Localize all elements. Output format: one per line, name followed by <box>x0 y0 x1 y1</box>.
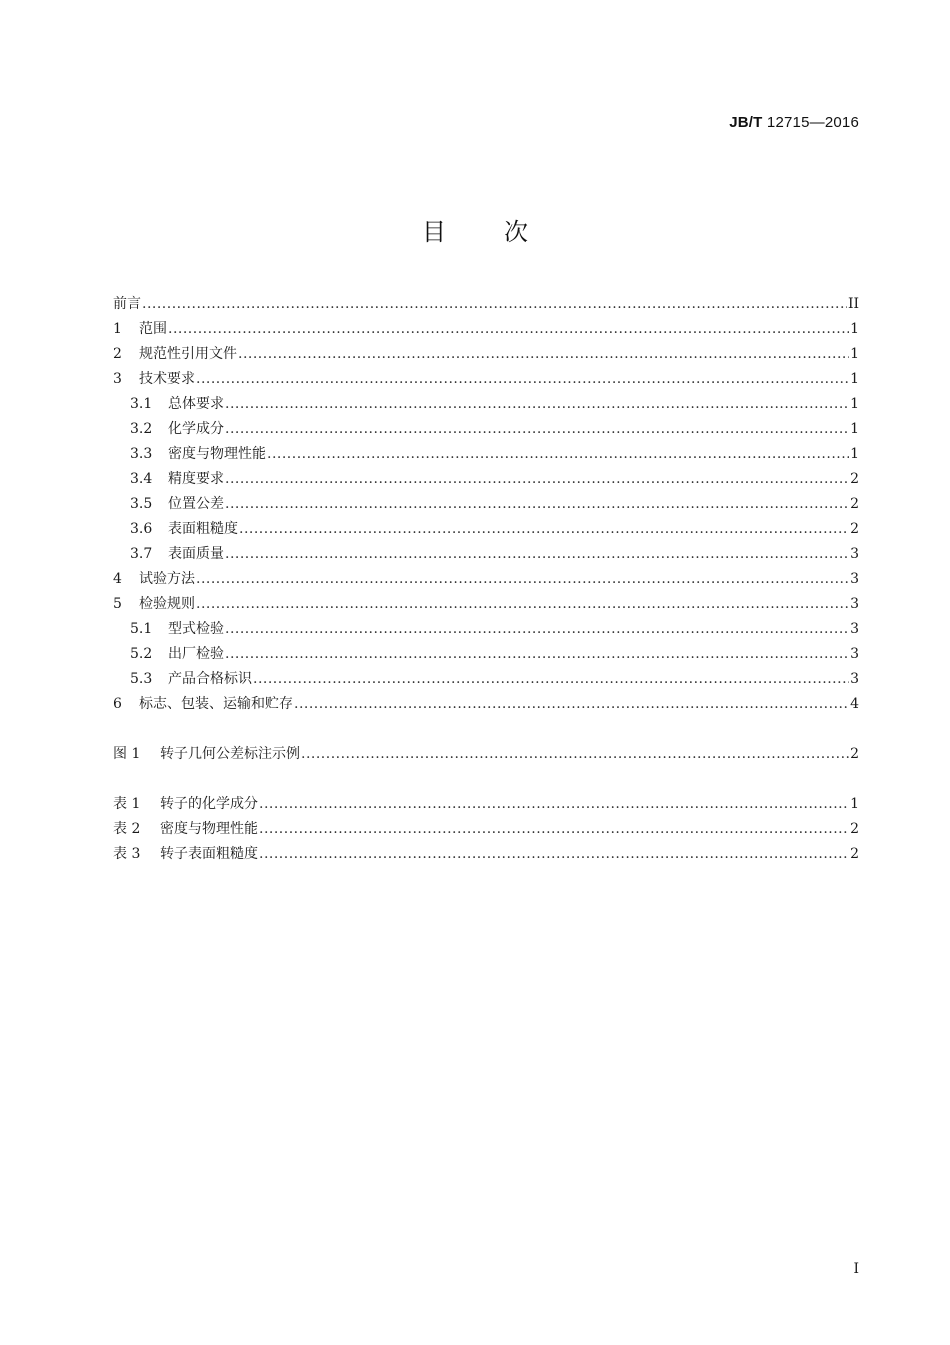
toc-entry-page: 3 <box>850 621 859 637</box>
toc-entry-label: 范围 <box>139 321 167 337</box>
dot-leader <box>301 742 849 767</box>
toc-figure-1[interactable] <box>113 742 859 767</box>
table-label: 密度与物理性能 <box>160 821 258 837</box>
dot-leader <box>239 517 849 542</box>
toc-entry-label: 产品合格标识 <box>168 671 252 687</box>
toc-entry-page: 3 <box>850 646 859 662</box>
toc-entry-label: 检验规则 <box>139 596 195 612</box>
toc-entry-page: II <box>847 296 859 312</box>
toc-entry-3-5[interactable] <box>113 492 859 517</box>
dot-leader <box>196 567 849 592</box>
toc-entry-3-7[interactable] <box>113 542 859 567</box>
standard-prefix: JB/T <box>729 114 763 131</box>
toc-entry-3[interactable] <box>113 367 859 392</box>
toc-entry-label: 前言 <box>113 296 141 312</box>
toc-entry-page: 3 <box>850 671 859 687</box>
dot-leader <box>225 542 849 567</box>
toc-table-1[interactable] <box>113 792 859 817</box>
toc-entry-4[interactable] <box>113 567 859 592</box>
dot-leader <box>196 367 849 392</box>
toc-entry-label: 标志、包装、运输和贮存 <box>139 696 293 712</box>
toc-entry-2[interactable] <box>113 342 859 367</box>
toc-entry-5-2[interactable] <box>113 642 859 667</box>
toc-entry-number: 3.5 <box>130 496 153 512</box>
toc-entry-page: 4 <box>850 696 859 712</box>
page-title: 目次 <box>422 218 586 246</box>
toc-entry-page: 3 <box>850 546 859 562</box>
toc-entry-5-3[interactable] <box>113 667 859 692</box>
toc-entry-number: 3.3 <box>130 446 153 462</box>
toc-entry-6[interactable] <box>113 692 859 717</box>
dot-leader <box>267 442 849 467</box>
toc-entry-label: 表面质量 <box>168 546 224 562</box>
toc-entry-number: 3.1 <box>130 396 153 412</box>
dot-leader <box>259 792 849 817</box>
toc-entry-number: 5 <box>113 596 122 612</box>
toc-entry-number: 3.4 <box>130 471 153 487</box>
standard-code <box>729 114 859 131</box>
toc-entry-label: 表面粗糙度 <box>168 521 238 537</box>
toc-entry-page: 3 <box>850 571 859 587</box>
dot-leader <box>225 642 849 667</box>
toc-entry-number: 6 <box>113 696 122 712</box>
page-number: I <box>853 1261 859 1277</box>
toc-entry-page: 1 <box>850 371 859 387</box>
dot-leader <box>225 617 849 642</box>
toc-entry-label: 密度与物理性能 <box>168 446 266 462</box>
table-page: 2 <box>850 821 859 837</box>
dot-leader <box>168 317 849 342</box>
standard-number: 12715—2016 <box>766 114 859 131</box>
toc-entry-label: 试验方法 <box>139 571 195 587</box>
toc-entry-label: 技术要求 <box>139 371 195 387</box>
toc-entry-number: 3.6 <box>130 521 153 537</box>
dot-leader <box>294 692 849 717</box>
toc-entry-label: 型式检验 <box>168 621 224 637</box>
toc-entry-number: 4 <box>113 571 122 587</box>
dot-leader <box>253 667 849 692</box>
table-page: 2 <box>850 846 859 862</box>
figure-number: 图 1 <box>113 746 141 762</box>
toc-entry-1[interactable] <box>113 317 859 342</box>
dot-leader <box>225 467 849 492</box>
toc-entry-page: 2 <box>850 471 859 487</box>
toc-entry-label: 精度要求 <box>168 471 224 487</box>
toc-entry-number: 2 <box>113 346 122 362</box>
figure-page: 2 <box>850 746 859 762</box>
toc-entry-label: 规范性引用文件 <box>139 346 237 362</box>
toc-entry-page: 1 <box>850 321 859 337</box>
toc-entry-5[interactable] <box>113 592 859 617</box>
toc-entry-page: 3 <box>850 596 859 612</box>
toc-entry-number: 1 <box>113 321 122 337</box>
toc-entry-3-6[interactable] <box>113 517 859 542</box>
toc-entry-number: 5.1 <box>130 621 153 637</box>
section-gap <box>113 717 859 742</box>
dot-leader <box>238 342 849 367</box>
toc-entry-number: 3.7 <box>130 546 153 562</box>
toc-entry-number: 5.2 <box>130 646 153 662</box>
figure-label: 转子几何公差标注示例 <box>160 746 300 762</box>
toc-entry-3-1[interactable] <box>113 392 859 417</box>
toc-entry-page: 1 <box>850 421 859 437</box>
dot-leader <box>259 842 849 867</box>
section-gap <box>113 767 859 792</box>
toc-entry-foreword[interactable] <box>113 292 859 317</box>
dot-leader <box>225 392 849 417</box>
toc-entry-page: 1 <box>850 396 859 412</box>
dot-leader <box>225 417 849 442</box>
toc-entry-label: 位置公差 <box>168 496 224 512</box>
toc-entry-number: 5.3 <box>130 671 153 687</box>
dot-leader <box>196 592 849 617</box>
table-label: 转子的化学成分 <box>160 796 258 812</box>
toc-entry-page: 2 <box>850 521 859 537</box>
table-number: 表 2 <box>113 821 141 837</box>
toc-entry-3-4[interactable] <box>113 467 859 492</box>
dot-leader <box>225 492 849 517</box>
toc-entry-label: 化学成分 <box>168 421 224 437</box>
toc-entry-3-3[interactable] <box>113 442 859 467</box>
toc-entry-label: 总体要求 <box>168 396 224 412</box>
toc-table-2[interactable] <box>113 817 859 842</box>
toc-entry-5-1[interactable] <box>113 617 859 642</box>
toc-entry-number: 3 <box>113 371 122 387</box>
toc-entry-number: 3.2 <box>130 421 153 437</box>
toc-entry-page: 1 <box>850 446 859 462</box>
toc-entry-label: 出厂检验 <box>168 646 224 662</box>
dot-leader <box>142 292 847 317</box>
toc-entry-page: 1 <box>850 346 859 362</box>
dot-leader <box>259 817 849 842</box>
table-label: 转子表面粗糙度 <box>160 846 258 862</box>
table-of-contents <box>113 292 859 867</box>
toc-table-3[interactable] <box>113 842 859 867</box>
table-number: 表 1 <box>113 796 141 812</box>
table-page: 1 <box>850 796 859 812</box>
toc-entry-3-2[interactable] <box>113 417 859 442</box>
table-number: 表 3 <box>113 846 141 862</box>
toc-entry-page: 2 <box>850 496 859 512</box>
